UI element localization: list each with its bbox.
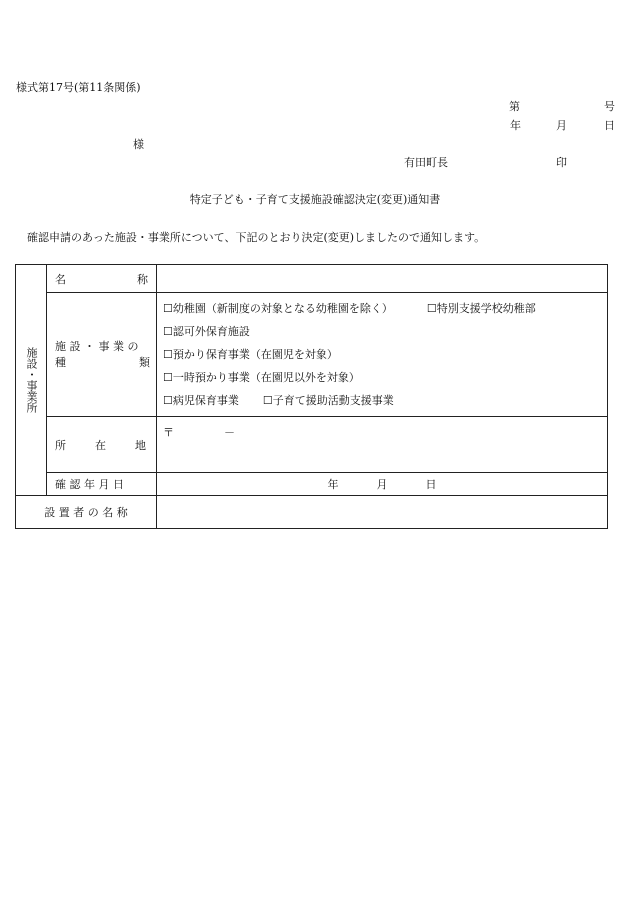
confirm-date-label-cell — [47, 473, 157, 496]
facility-type-options — [157, 293, 608, 417]
issue-date-month: 月 — [556, 119, 567, 132]
issuer-mayor: 有田町長 — [404, 156, 448, 169]
confirm-date-row — [16, 473, 608, 496]
confirm-date-day: 日 — [425, 478, 437, 491]
name-label-right: 称 — [137, 272, 148, 286]
issue-date-year: 年 — [510, 119, 521, 132]
confirm-date-year: 年 — [327, 478, 339, 491]
facility-form-table — [15, 264, 608, 529]
confirm-date-label: 確 認 年 月 日 — [55, 478, 124, 491]
type-label-cell — [47, 293, 157, 417]
issue-date-day: 日 — [604, 119, 615, 132]
section-label-cell — [16, 265, 47, 496]
document-number-prefix: 第 — [509, 100, 520, 113]
form-number: 様式第17号(第11条関係) — [16, 81, 141, 94]
body-text: 確認申請のあった施設・事業所について、下記のとおり決定(変更)しましたので通知します。 — [27, 231, 486, 244]
type-row — [16, 293, 608, 417]
name-label-cell — [47, 265, 157, 293]
document-title: 特定子ども・子育て支援施設確認決定(変更)通知書 — [189, 193, 441, 206]
confirm-date-value-cell[interactable] — [157, 473, 608, 496]
name-label-left: 名 — [55, 272, 66, 286]
type-option-unlicensed-childcare[interactable]: ☐認可外保育施設 — [163, 325, 250, 338]
founder-row — [16, 496, 608, 529]
section-label: 施設・事業所 — [25, 347, 38, 413]
seal-mark: 印 — [556, 156, 567, 169]
type-label-right: 類 — [139, 355, 150, 369]
confirm-date-month: 月 — [376, 478, 388, 491]
type-option-temporary-care[interactable]: ☐一時預かり事業（在園児以外を対象） — [163, 371, 360, 384]
type-label-line1: 施 設 ・ 事 業 の — [55, 339, 139, 353]
name-row — [16, 265, 608, 293]
type-option-childcare-support[interactable]: ☐子育て援助活動支援事業 — [262, 394, 394, 407]
location-label-3: 地 — [135, 438, 146, 452]
location-label-2: 在 — [95, 438, 106, 452]
document-number-suffix: 号 — [604, 100, 615, 113]
type-option-sick-child-care[interactable]: ☐病児保育事業 — [163, 394, 239, 407]
type-option-kindergarten[interactable]: ☐幼稚園（新制度の対象となる幼稚園を除く） — [163, 302, 393, 315]
type-label-left: 種 — [55, 355, 66, 369]
postal-mark: 〒 — [163, 426, 174, 439]
founder-label-cell — [16, 496, 157, 529]
type-option-extended-care[interactable]: ☐預かり保育事業（在園児を対象） — [163, 348, 338, 361]
location-label-cell — [47, 417, 157, 473]
location-value-cell[interactable] — [157, 417, 608, 473]
postal-dash: － — [224, 426, 235, 439]
addressee-suffix: 様 — [133, 138, 144, 151]
location-label-1: 所 — [55, 438, 66, 452]
name-value-cell[interactable] — [157, 265, 608, 293]
location-row — [16, 417, 608, 473]
type-option-special-support[interactable]: ☐特別支援学校幼稚部 — [426, 302, 536, 315]
founder-value-cell[interactable] — [157, 496, 608, 529]
founder-label: 設 置 者 の 名 称 — [44, 506, 128, 519]
